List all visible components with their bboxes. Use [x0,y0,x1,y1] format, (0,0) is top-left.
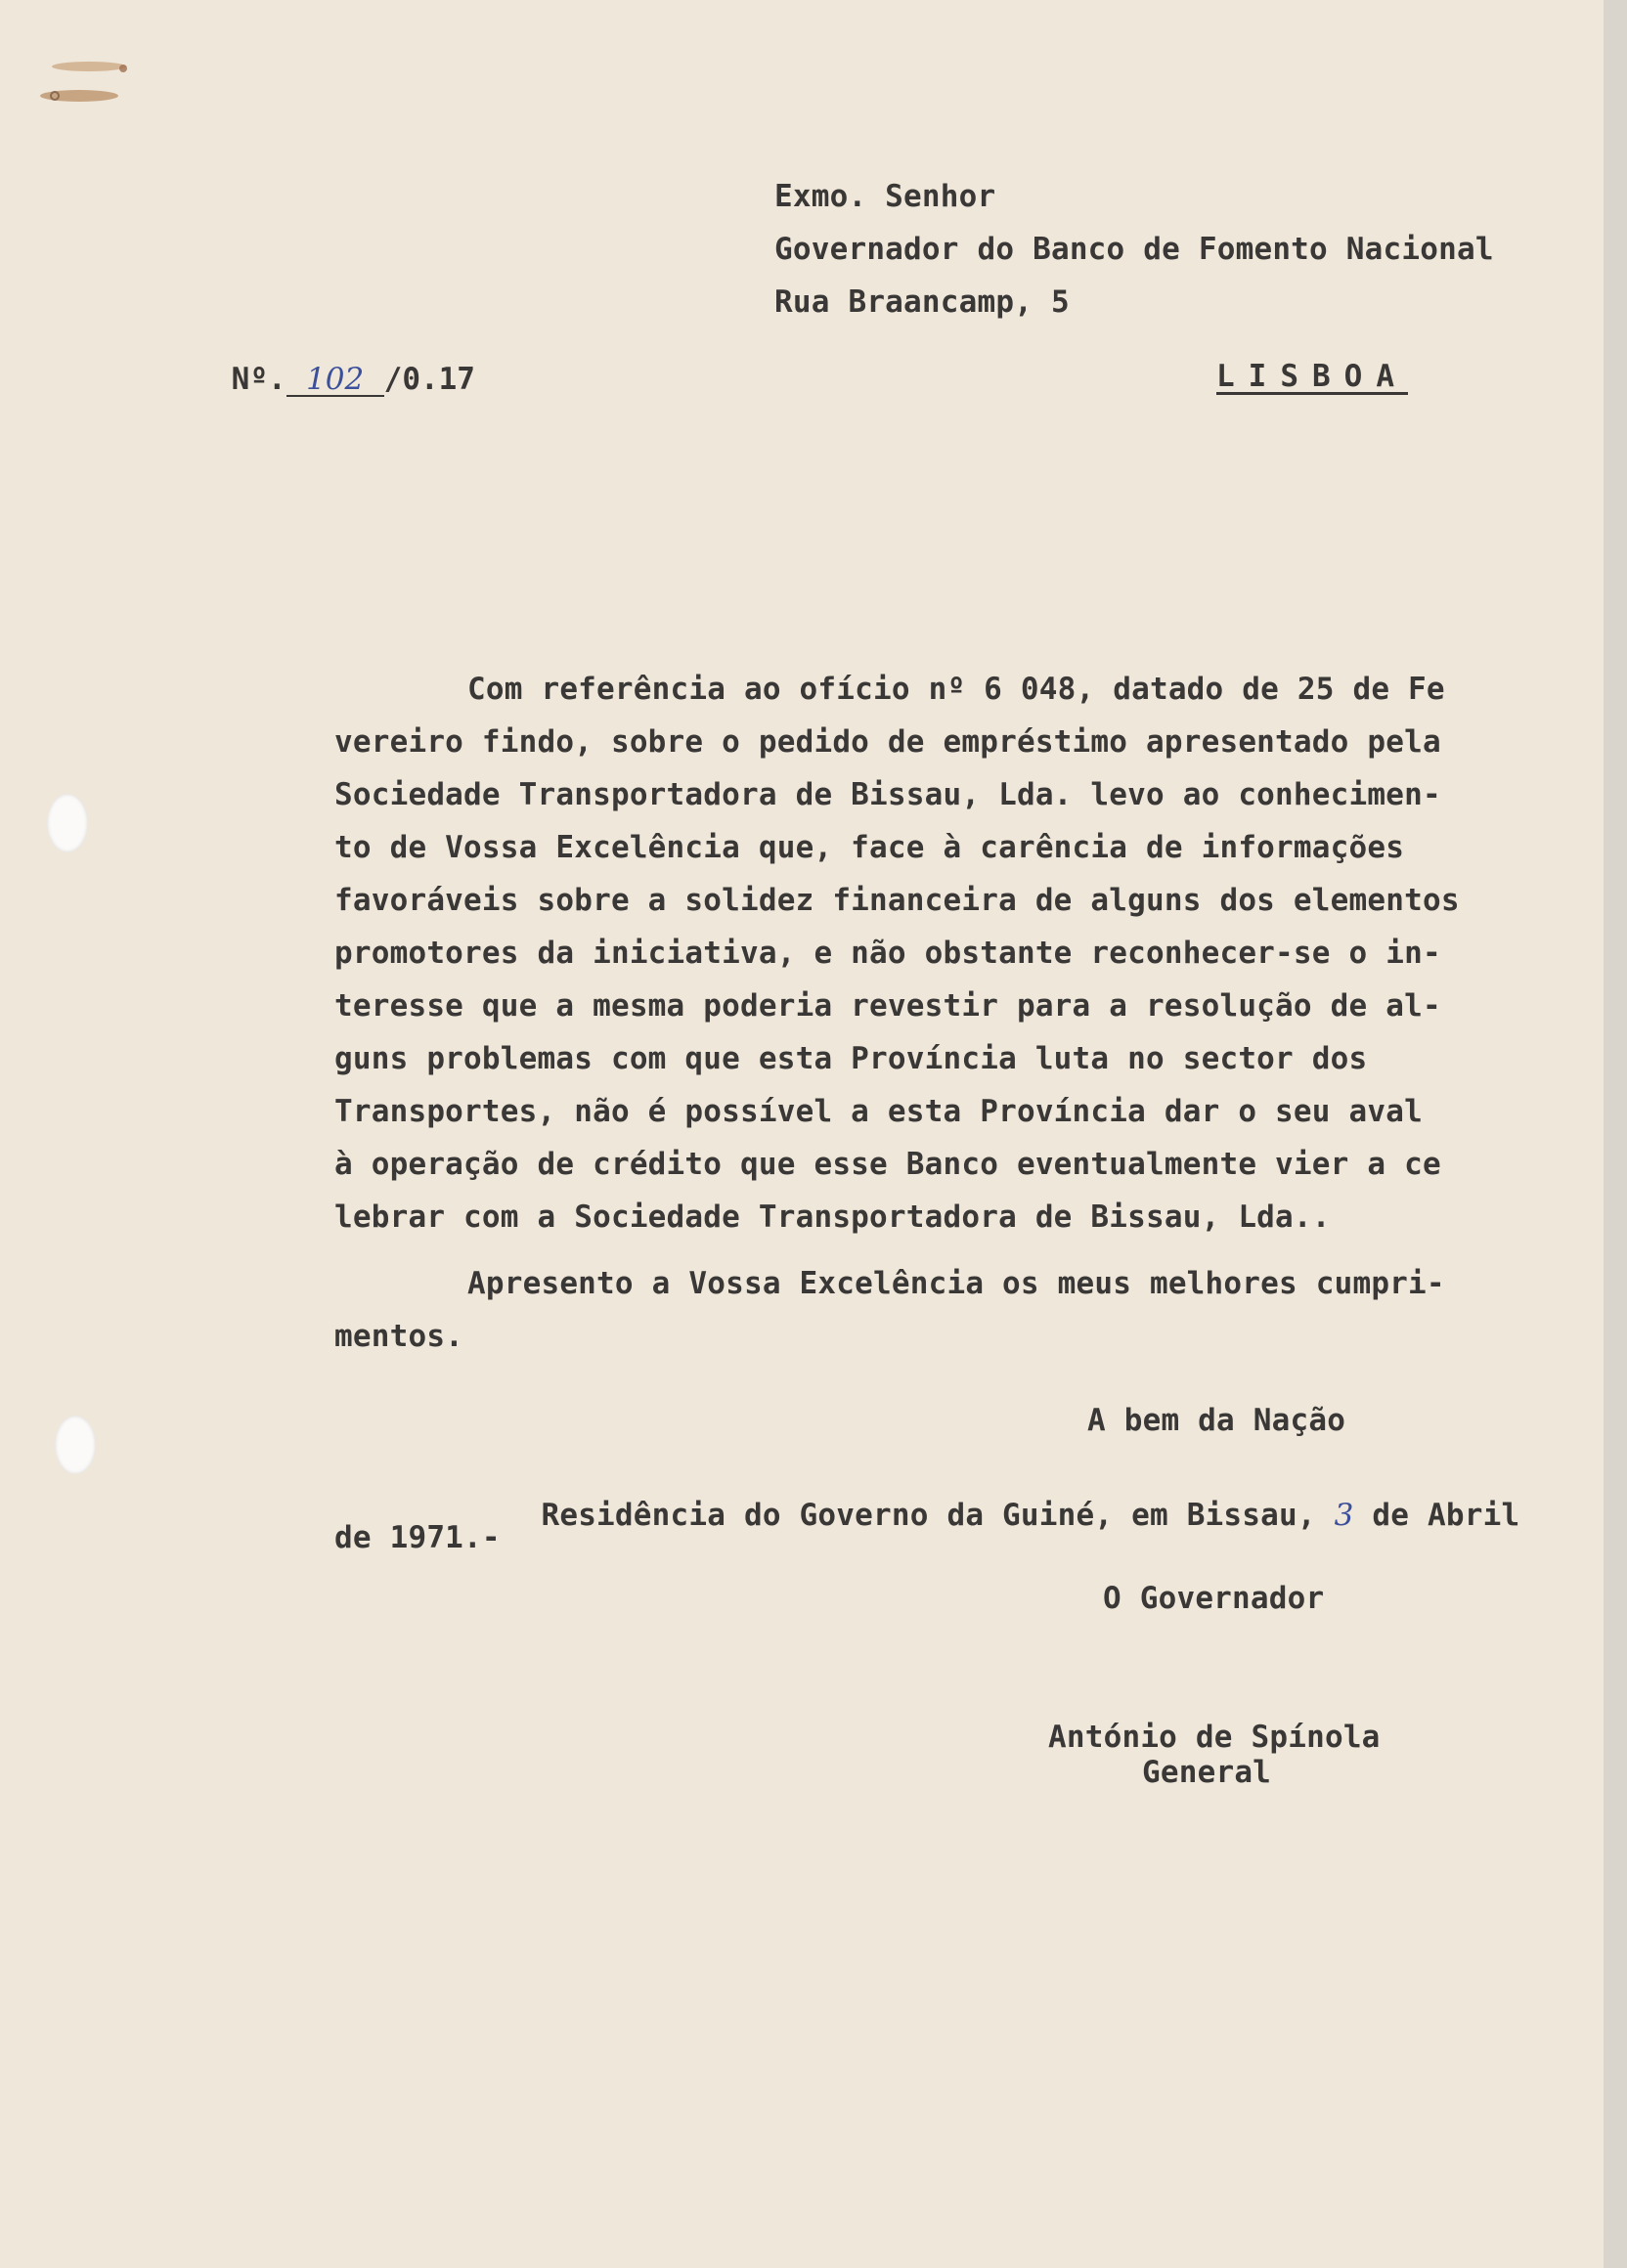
body-line: Sociedade Transportadora de Bissau, Lda. levo ao conhecimen- [334,777,1441,812]
body-line: Transportes, não é possível a esta Província dar o seu aval [334,1094,1423,1129]
place-date-suffix: de Abril [1353,1498,1520,1533]
body-line: guns problemas com que esta Província luta no sector dos [334,1041,1368,1076]
place-date-prefix: Residência do Governo da Guiné, em Bissau, [541,1498,1335,1533]
reference-prefix: Nº. [231,362,286,397]
reference-handwritten-number: 102 [286,365,384,397]
body-line: promotores da iniciativa, e não obstante reconhecer-se o in- [334,936,1441,971]
body-line: favoráveis sobre a solidez financeira de alguns dos elementos [334,883,1460,918]
closing-paragraph-line: Apresento a Vossa Excelência os meus melhores cumpri- [467,1266,1445,1301]
recipient-address: Rua Braancamp, 5 [774,284,1070,320]
year-line: de 1971.- [334,1520,501,1555]
body-line: à operação de crédito que esse Banco eventualmente vier a ce [334,1147,1441,1182]
handwritten-day: 3 [1334,1498,1354,1533]
recipient-city: LISBOA [1216,359,1408,394]
recipient-title: Governador do Banco de Fomento Nacional [774,232,1494,267]
closing-motto: A bem da Nação [1087,1403,1346,1438]
body-line: teresse que a mesma poderia revestir para a resolução de al- [334,988,1441,1024]
punch-hole-top [47,794,88,852]
signatory-name: António de Spínola [1048,1720,1381,1755]
reference-number [158,327,475,432]
body-line: to de Vossa Excelência que, face à carência de informações [334,830,1405,865]
place-date-line [467,1470,1519,1561]
reference-suffix: /0.17 [383,362,475,397]
signatory-rank: General [1142,1755,1272,1790]
closing-paragraph-line: mentos. [334,1319,464,1354]
rust-stain-mark [35,57,143,106]
body-line: Com referência ao ofício nº 6 048, datado de 25 de Fe [467,672,1445,707]
recipient-salutation: Exmo. Senhor [774,179,996,214]
body-line: vereiro findo, sobre o pedido de empréstimo apresentado pela [334,724,1441,760]
signatory-office: O Governador [1103,1581,1325,1616]
punch-hole-bottom [55,1416,96,1474]
body-line: lebrar com a Sociedade Transportadora de Bissau, Lda.. [334,1199,1331,1235]
